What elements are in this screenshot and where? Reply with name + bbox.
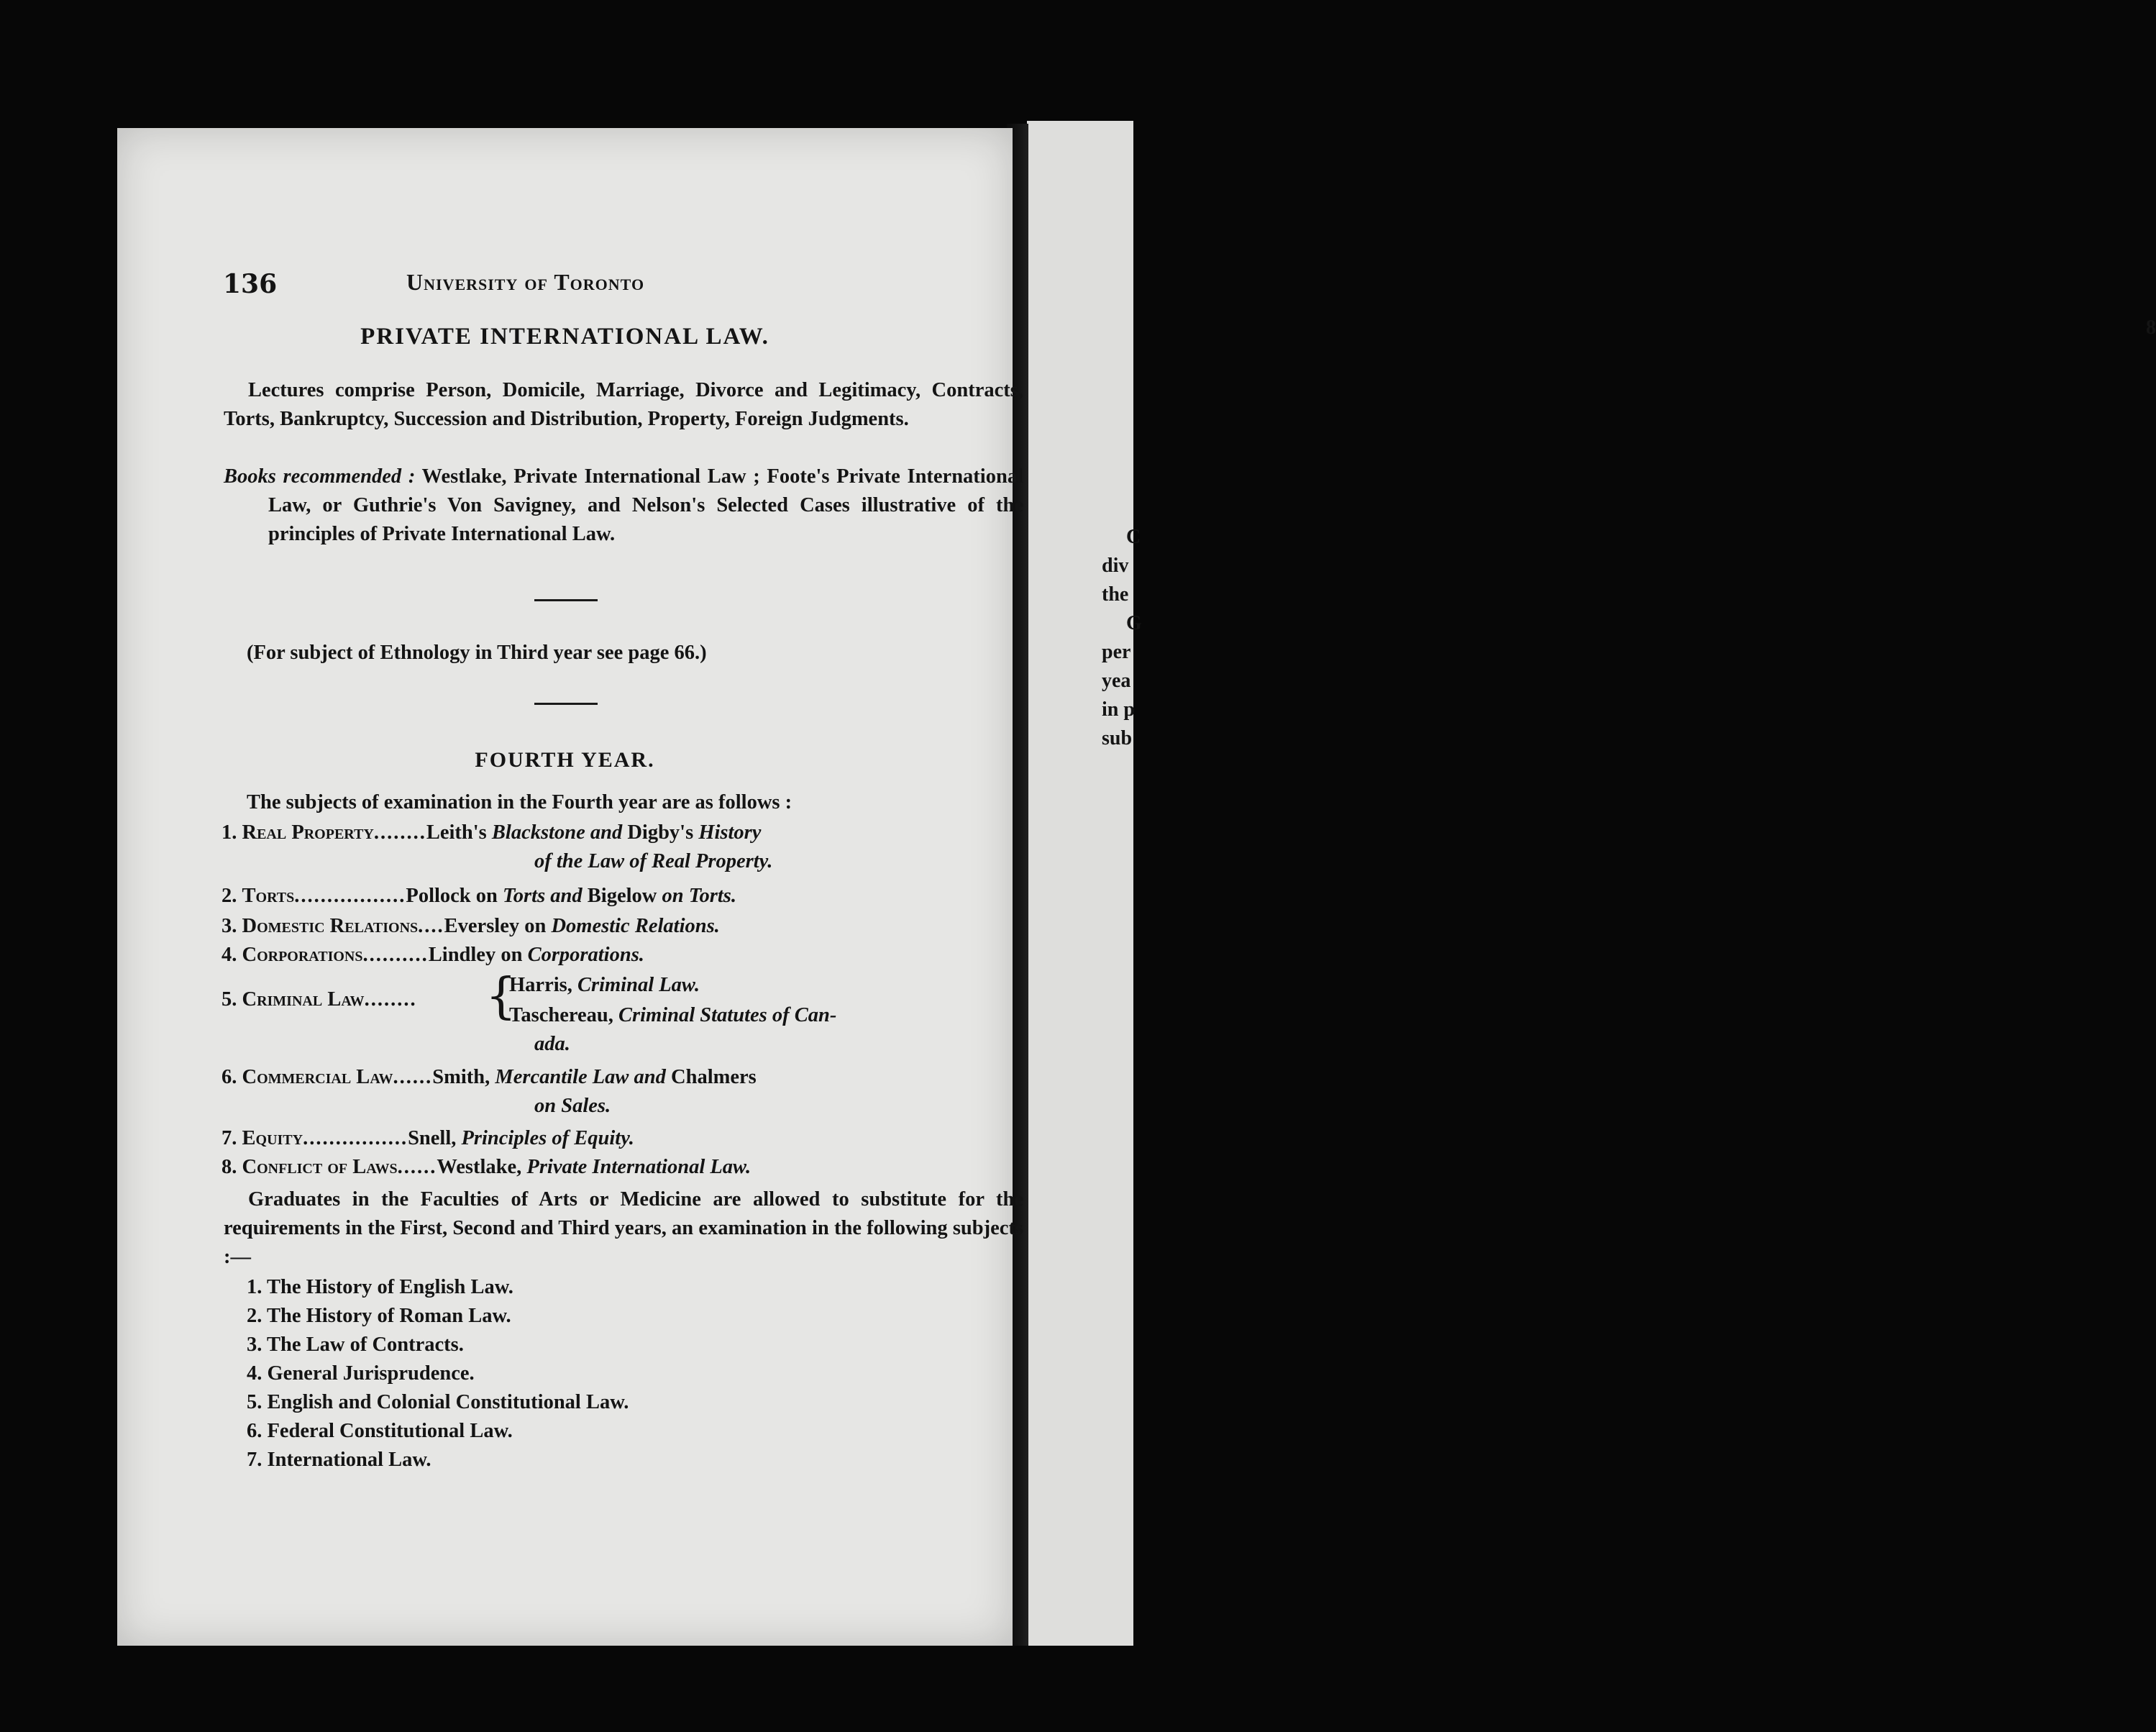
subject-text: Pollock on (406, 885, 503, 907)
subject-name: Commercial Law (242, 1066, 393, 1088)
subject-text: Snell, (408, 1127, 462, 1149)
subject-text: Smith, (432, 1066, 495, 1088)
subject-row (221, 1153, 1027, 1182)
graduate-subject-item: 7. International Law. (247, 1449, 431, 1471)
subject-text-italic: Blackstone and (491, 821, 623, 844)
subject-line (509, 1001, 1315, 1030)
subject-name: Equity (242, 1127, 303, 1149)
subject-row (221, 1124, 1027, 1153)
graduate-subject-item: 5. English and Colonial Constitutional Law. (247, 1391, 629, 1413)
subject-name: Domestic Relations (242, 915, 419, 937)
leader-dots: .... (418, 915, 444, 937)
subject-name: Conflict of Laws (242, 1156, 398, 1178)
subject-name: Torts (242, 885, 295, 907)
facing-fragment: C (1126, 526, 1141, 548)
subject-number: 1. (221, 821, 237, 844)
subject-text: Taschereau, (509, 1004, 619, 1026)
subject-row (221, 941, 1027, 970)
subject-continuation: ada. (534, 1033, 570, 1055)
subject-row (221, 912, 1027, 941)
subject-text-italic: Criminal Statutes of Can- (618, 1004, 837, 1026)
lectures-paragraph: Lectures comprise Person, Domicile, Marriage, Divorce and Legitimacy, Contracts, Torts, Bankruptcy, Succession and Distribution, Property, Foreign Judgments. (224, 379, 1023, 430)
leader-dots: ........ (373, 821, 426, 844)
ethnology-note: (For subject of Ethnology in Third year see page 66.) (247, 642, 707, 664)
books-label: Books recommended : (224, 465, 416, 488)
graduate-subject-item: 2. The History of Roman Law. (247, 1305, 511, 1327)
subject-text-italic: Criminal Law. (577, 974, 700, 996)
facing-fragment: per (1102, 641, 1131, 663)
subject-text: Leith's (426, 821, 492, 844)
leader-dots: ...... (397, 1156, 437, 1178)
facing-fragment: the (1102, 583, 1129, 606)
subject-row (221, 1063, 1027, 1092)
section-title-private-international-law: PRIVATE INTERNATIONAL LAW. (360, 324, 769, 350)
subject-number: 3. (221, 915, 237, 937)
subject-number: 2. (221, 885, 237, 907)
subject-text: Westlake, (437, 1156, 527, 1178)
subject-text-italic: Torts and (503, 885, 583, 907)
section-title-fourth-year: FOURTH YEAR. (475, 748, 655, 772)
subject-text: Chalmers (665, 1066, 757, 1088)
subject-text: Bigelow (582, 885, 662, 907)
facing-fragment: div (1102, 555, 1129, 577)
facing-fragment: sub (1102, 727, 1133, 749)
subject-text-italic: Corporations. (527, 944, 644, 966)
fourth-year-intro: The subjects of examination in the Fourth year are as follows : (247, 791, 792, 813)
leader-dots: ...... (393, 1066, 433, 1088)
subject-row (221, 819, 1027, 847)
leader-dots: .......... (362, 944, 429, 966)
graduate-subject-item: 1. The History of English Law. (247, 1276, 513, 1298)
running-title: University of Toronto (406, 269, 645, 295)
subject-text-italic: on Torts. (662, 885, 736, 907)
subject-number: 4. (221, 944, 237, 966)
subject-number: 6. (221, 1066, 237, 1088)
subject-name: Real Property (242, 821, 374, 844)
facing-fragment: G (1126, 612, 1142, 634)
subject-text: Harris, (509, 974, 577, 996)
leader-dots: ................. (294, 885, 406, 907)
divider (534, 599, 598, 601)
subject-text-italic: Domestic Relations. (551, 915, 720, 937)
facing-fragment: 8 (2146, 316, 2156, 339)
subject-name: Corporations (242, 944, 363, 966)
brace: { (485, 968, 517, 1025)
leader-dots: ................ (303, 1127, 408, 1149)
subject-text: Digby's (622, 821, 699, 844)
subject-continuation: on Sales. (534, 1095, 611, 1117)
page-number: 136 (223, 269, 278, 299)
facing-fragment: yea (1102, 670, 1131, 692)
graduate-subject-item: 3. The Law of Contracts. (247, 1334, 464, 1356)
graduates-paragraph: Graduates in the Faculties of Arts or Medicine are allowed to substitute for the requirements in the First, Second and Third years, an examination in the following subjects :— (224, 1188, 1023, 1268)
subject-row (221, 882, 1027, 911)
subject-number: 5. (221, 988, 237, 1011)
subject-number: 8. (221, 1156, 237, 1178)
subject-number: 7. (221, 1127, 237, 1149)
subject-continuation: of the Law of Real Property. (534, 850, 773, 872)
subject-text: Lindley on (428, 944, 528, 966)
books-list: Westlake, Private International Law ; Foote's Private International Law, or Guthrie's Von Savigney, and Nelson's Selected Cases illustrative of the principles of Private International Law. (268, 465, 1023, 545)
books-recommended (224, 462, 1023, 549)
book-page (117, 128, 1023, 1646)
leader-dots: ........ (364, 988, 417, 1011)
facing-page-edge (1027, 121, 2156, 1646)
subject-text: Eversley on (444, 915, 552, 937)
subject-text-italic: Principles of Equity. (461, 1127, 634, 1149)
facing-fragment: in p (1102, 698, 1135, 721)
subject-name: Criminal Law (242, 988, 365, 1011)
subject-text-italic: Private International Law. (526, 1156, 752, 1178)
subject-text-italic: History (698, 821, 762, 844)
graduate-subject-item: 6. Federal Constitutional Law. (247, 1420, 513, 1442)
graduate-subject-item: 4. General Jurisprudence. (247, 1362, 475, 1385)
subject-text-italic: Mercantile Law and (495, 1066, 666, 1088)
divider (534, 703, 598, 705)
